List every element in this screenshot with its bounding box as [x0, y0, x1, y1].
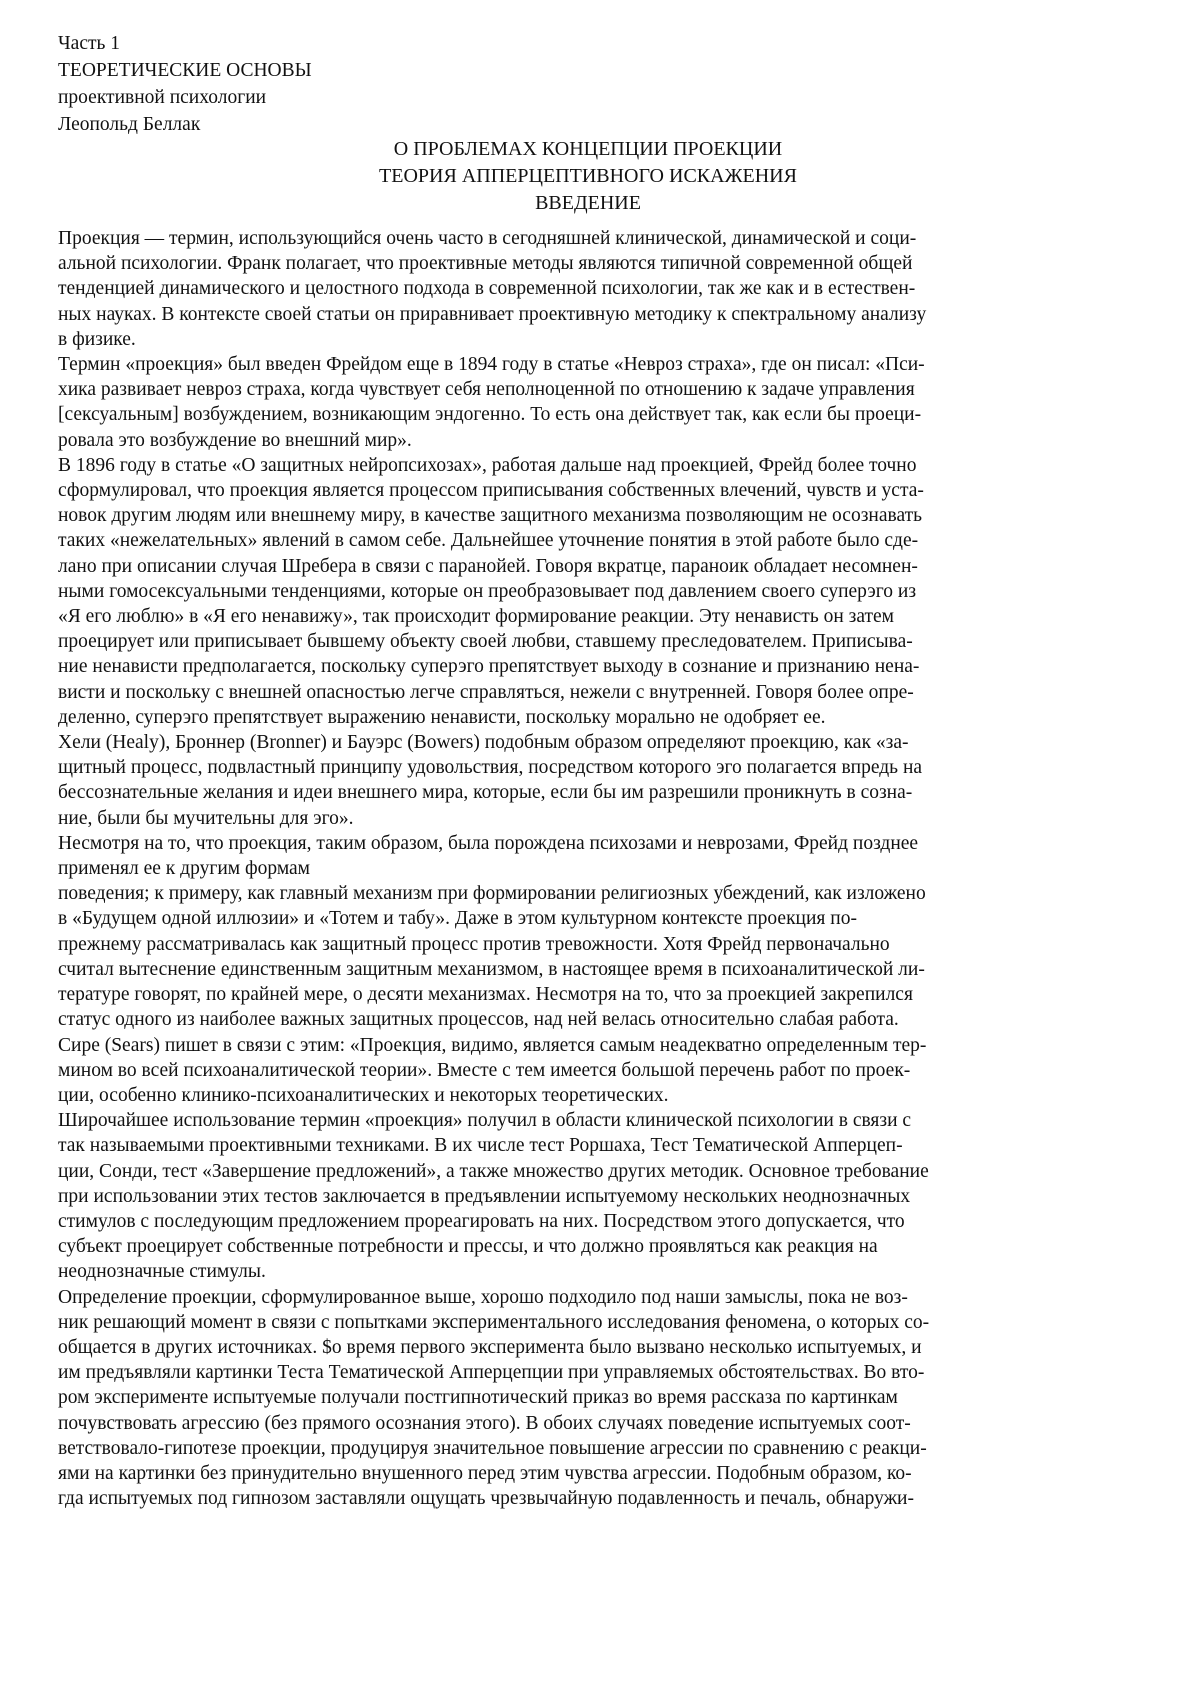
paragraph [58, 352, 1138, 453]
author-name: Леопольд Беллак [58, 114, 201, 135]
paragraph-line: ние, были бы мучительны для эго». [58, 807, 354, 829]
paragraph-line: статус одного из наиболее важных защитных процессов, над ней велась относительно слабая работа. [58, 1009, 899, 1031]
paragraph-line: ных науках. В контексте своей статьи он приравнивает проективную методику к спектральному анализу [58, 303, 927, 325]
paragraph [58, 881, 1138, 1032]
paragraph-line: им предъявляли картинки Теста Тематической Апперцепции при управляемых обстоятельствах. Во вто- [58, 1362, 925, 1384]
paragraph-line: поведения; к примеру, как главный механизм при формировании религиозных убеждений, как изложено [58, 883, 926, 905]
paragraph-line: почувствовать агрессию (без прямого осознания этого). В обоих случаях поведение испытуемых соот- [58, 1412, 911, 1434]
paragraph [58, 730, 1138, 831]
paragraph-line: ние ненависти предполагается, поскольку суперэго препятствует выходу в сознание и признанию нена- [58, 656, 920, 678]
paragraph-line: новок другим людям или внешнему миру, в качестве защитного механизма позволяющим не осознавать [58, 505, 923, 527]
chapter-heading: ВВЕДЕНИЕ [535, 192, 641, 214]
paragraph-line: деленно, суперэго препятствует выражению ненависти, поскольку морально не одобряет ее. [58, 706, 826, 728]
paragraph-line: ции, Сонди, тест «Завершение предложений», а также множество других методик. Основное требование [58, 1160, 929, 1182]
paragraph-line: альной психологии. Франк полагает, что проективные методы являются типичной современной общей [58, 253, 913, 275]
paragraph-line: Определение проекции, сформулированное выше, хорошо подходило под наши замыслы, пока не воз- [58, 1286, 908, 1308]
section-title: ТЕОРЕТИЧЕСКИЕ ОСНОВЫ [58, 60, 312, 81]
body-text [58, 226, 1138, 1511]
part-label: Часть 1 [58, 33, 121, 54]
paragraph-line: сформулировал, что проекция является процессом приписывания собственных влечений, чувств и уста- [58, 480, 924, 502]
paragraph-line: гда испытуемых под гипнозом заставляли ощущать чрезвычайную подавленность и печаль, обнаружи- [58, 1488, 914, 1510]
paragraph-line: висти и поскольку с внешней опасностью легче справляться, нежели с внутренней. Говоря более опре- [58, 681, 914, 703]
chapter-subtitle: ТЕОРИЯ АППЕРЦЕПТИВНОГО ИСКАЖЕНИЯ [379, 165, 797, 187]
paragraph-line: общается в других источниках. $о время первого эксперимента было вызвано несколько испытуемых, и [58, 1336, 922, 1358]
paragraph-line: прежнему рассматривалась как защитный процесс против тревожности. Хотя Фрейд первоначально [58, 933, 890, 955]
paragraph-line: Проекция — термин, использующийся очень часто в сегодняшней клинической, динамической и соци- [58, 228, 917, 249]
paragraph-line: таких «нежелательных» явлений в самом себе. Дальнейшее уточнение понятия в этой работе было сде- [58, 530, 919, 552]
paragraph [58, 1285, 1138, 1512]
paragraph-line: применял ее к другим формам [58, 858, 311, 880]
paragraph-line: стимулов с последующим предложением прореагировать на них. Посредством этого допускается, что [58, 1210, 905, 1232]
paragraph-line: бессознательные желания и идеи внешнего мира, которые, если бы им разрешили проникнуть в созна- [58, 782, 913, 804]
paragraph-line: ветствовало-гипотезе проекции, продуцируя значительное повышение агрессии по сравнению с реакци- [58, 1437, 927, 1459]
paragraph-line: в физике. [58, 328, 136, 350]
paragraph-line: «Я его люблю» в «Я его ненавижу», так происходит формирование реакции. Эту ненависть он затем [58, 606, 895, 628]
paragraph-line: неоднозначные стимулы. [58, 1261, 266, 1283]
paragraph-line: считал вытеснение единственным защитным механизмом, в настоящее время в психоаналитической ли- [58, 958, 925, 980]
paragraph-line: ными гомосексуальными тенденциями, которые он преобразовывает под давлением своего суперэго из [58, 580, 917, 602]
paragraph-line: Хели (Healy), Броннер (Bronner) и Бауэрс (Bowers) подобным образом определяют проекцию, как «за- [58, 732, 909, 754]
paragraph-line: так называемыми проективными техниками. В их числе тест Роршаха, Тест Тематической Апперцеп- [58, 1135, 903, 1157]
paragraph-line: [сексуальным] возбуждением, возникающим эндогенно. То есть она действует так, как если бы проеци- [58, 404, 922, 426]
paragraph [58, 1108, 1138, 1284]
paragraph-line: Несмотря на то, что проекция, таким образом, была порождена психозами и неврозами, Фрейд позднее [58, 832, 919, 854]
paragraph-line: при использовании этих тестов заключается в предъявлении испытуемому нескольких неоднозначных [58, 1185, 911, 1207]
paragraph-line: Сире (Sears) пишет в связи с этим: «Проекция, видимо, является самым неадекватно определенным тер- [58, 1034, 927, 1056]
paragraph-line: ром эксперименте испытуемые получали постгипнотический приказ во время рассказа по картинкам [58, 1387, 898, 1409]
chapter-title-block [58, 136, 1118, 217]
paragraph-line: ник решающий момент в связи с попытками экспериментального исследования феномена, о которых со- [58, 1311, 930, 1333]
paragraph [58, 226, 1138, 352]
paragraph-line: ции, особенно клинико-психоаналитических и некоторых теоретических. [58, 1084, 669, 1106]
paragraph [58, 453, 1138, 730]
paragraph-line: мином во всей психоаналитической теории». Вместе с тем имеется большой перечень работ по проек- [58, 1059, 911, 1081]
paragraph-line: тенденцией динамического и целостного подхода в современной психологии, так же как и в естествен- [58, 278, 916, 300]
paragraph-line: ями на картинки без принудительно внушенного перед этим чувства агрессии. Подобным образом, ко- [58, 1462, 912, 1484]
paragraph-line: лано при описании случая Шребера в связи с паранойей. Говоря вкратце, параноик обладает несомнен- [58, 555, 918, 577]
header-block [58, 30, 312, 138]
paragraph-line: в «Будущем одной иллюзии» и «Тотем и табу». Даже в этом культурном контексте проекция по- [58, 908, 857, 930]
paragraph-line: Термин «проекция» был введен Фрейдом еще в 1894 году в статье «Невроз страха», где он писал: «Пси- [58, 354, 925, 376]
paragraph-line: В 1896 году в статье «О защитных нейропсихозах», работая дальше над проекцией, Фрейд более точно [58, 454, 917, 476]
paragraph-line: Широчайшее использование термин «проекция» получил в области клинической психологии в связи с [58, 1110, 912, 1132]
paragraph-line: проецирует или приписывает бывшему объекту своей любви, ставшему преследователем. Приписыва- [58, 631, 913, 653]
section-subtitle: проективной психологии [58, 87, 267, 108]
paragraph-line: субъект проецирует собственные потребности и прессы, и что должно проявляться как реакция на [58, 1236, 878, 1258]
paragraph-line: хика развивает невроз страха, когда чувствует себя неполноценной по отношению к задаче управления [58, 379, 915, 401]
paragraph [58, 1033, 1138, 1109]
paragraph-line: щитный процесс, подвластный принципу удовольствия, посредством которого эго полагается впредь на [58, 757, 923, 779]
paragraph [58, 831, 1138, 881]
paragraph-line: ровала это возбуждение во внешний мир». [58, 429, 412, 451]
chapter-title: О ПРОБЛЕМАХ КОНЦЕПЦИИ ПРОЕКЦИИ [393, 138, 783, 160]
paragraph-line: тературе говорят, по крайней мере, о десяти механизмах. Несмотря на то, что за проекцией закрепился [58, 984, 913, 1006]
